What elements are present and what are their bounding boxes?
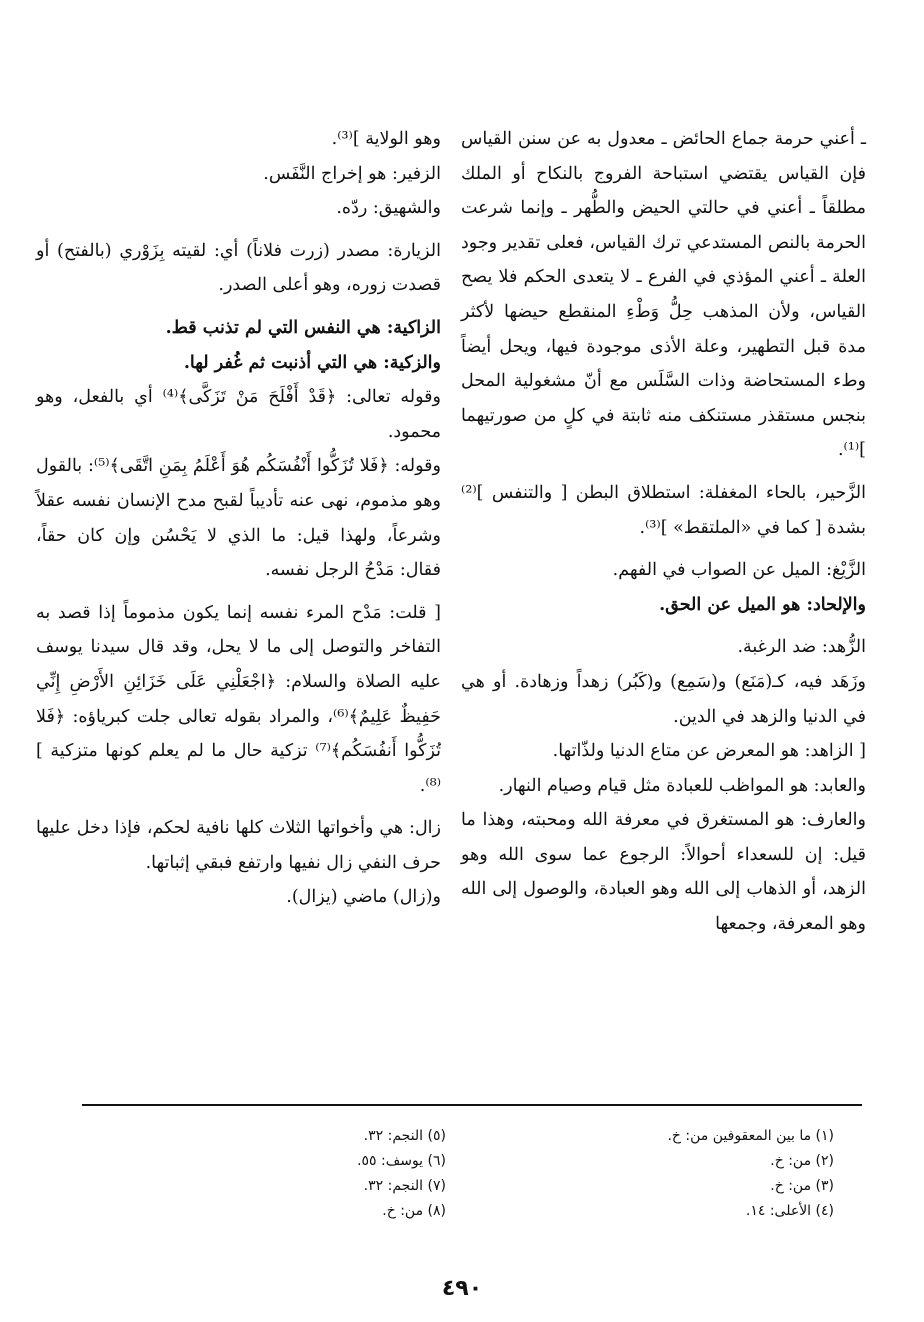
footnote: (٧) النجم: ٣٢. [363, 1178, 446, 1194]
paragraph: والعابد: هو المواظب للعبادة مثل قيام وصيام النهار. [498, 775, 866, 796]
paragraph: ـ أعني حرمة جماع الحائض ـ معدول به عن سنن القياس فإن القياس يقتضي استباحة الفروج بالنكاح أو الملك مطلقاً ـ أعني في حالتي الحيض والطُّهر ـ وإنما شرعت الحرمة بالنص المستدعي ترك القياس، فعلى تقدير وجود العلة ـ أعني المؤذي في الفرع ـ لا يتعدى الحكم فلا يصح القياس، ولأن المذهب حِلُّ وَطْءِ المنقطع حيضها لأكثر مدة قبل التطهير، وعلة الأذى موجودة فيها، ويحل أيضاً وطء المستحاضة وذات السَّلَس مع أنّ مشغولية المحل بنجس مستقذر مستنكف منه ثابتة في كلٍ من صورتيهما ]⁽¹⁾. [461, 129, 866, 461]
footnotes-right [454, 1124, 834, 1224]
paragraph: [ الزاهد: هو المعرض عن متاع الدنيا ولذّاتها. [552, 741, 866, 762]
paragraph: والشهيق: ردّه. [336, 198, 441, 219]
footnotes-left [66, 1124, 446, 1224]
paragraph: والزكية: هي التي أذنبت ثم غُفر لها. [183, 352, 441, 373]
left-text-column [36, 122, 441, 915]
paragraph: زال: هي وأخواتها الثلاث كلها نافية لحكم، فإذا دخل عليها حرف النفي زال نفيها وارتفع فبقي إثباتها. [36, 818, 441, 873]
footnote-separator [82, 1104, 862, 1106]
paragraph: [ قلت: مَدْح المرء نفسه إنما يكون مذموماً إذا قصد به التفاخر والتوصل إلى ما لا يحل، وقد قال سيدنا يوسف عليه الصلاة والسلام: ﴿اجْعَلْنِي عَلَى خَزَائِنِ الأَرْضِ إِنِّي حَفِيظٌ عَلِيمٌ﴾⁽⁶⁾، والمراد بقوله تعالى جلت كبرياؤه: ﴿فَلا تُزَكُّوا أَنفُسَكُم﴾⁽⁷⁾ تزكية حال ما لم يعلم كونها متزكية ]⁽⁸⁾. [36, 602, 442, 796]
paragraph: الزَّحير، بالحاء المغفلة: استطلاق البطن [ والتنفس ]⁽²⁾ بشدة [ كما في «الملتقط» ]⁽³⁾. [461, 482, 866, 538]
paragraph: الزَّيْغ: الميل عن الصواب في الفهم. [612, 560, 866, 581]
paragraph: وقوله تعالى: ﴿قَدْ أَفْلَحَ مَنْ تَزَكَّى﴾⁽⁴⁾ أي بالفعل، وهو محمود. [36, 387, 441, 442]
footnote: (٣) من: خ. [770, 1178, 834, 1194]
footnote: (٦) يوسف: ٥٥. [357, 1153, 446, 1169]
right-text-column [461, 122, 866, 942]
footnote: (٨) من: خ. [382, 1203, 446, 1219]
paragraph: وهو الولاية ]⁽³⁾. [331, 129, 441, 149]
paragraph: و(زال) ماضي (يزال). [286, 887, 441, 908]
paragraph: الزاكية: هي النفس التي لم تذنب قط. [165, 317, 441, 338]
paragraph: والإلحاد: هو الميل عن الحق. [659, 594, 866, 615]
footnote: (٤) الأعلى: ١٤. [745, 1203, 834, 1219]
paragraph: الزيارة: مصدر (زرت فلاناً) أي: لقيته بِزَوْري (بالفتح) أو قصدت زوره، وهو أعلى الصدر. [36, 240, 441, 296]
paragraph: وقوله: ﴿فَلا تُزَكُّوا أَنْفُسَكُم هُوَ أَعْلَمُ بِمَنِ اتَّقَى﴾⁽⁵⁾: بالقول وهو مذموم، نهى عنه تأديباً لقبح مدح الإنسان نفسه عقلاً وشرعاً، ولهذا قيل: ما الذي لا يَحْسُن وإن كان حقاً، فقال: مَدْحُ الرجل نفسه. [36, 456, 441, 581]
page-number: ٤٩٠ [441, 1276, 483, 1301]
footnote: (٥) النجم: ٣٢. [363, 1128, 446, 1144]
paragraph: والعارف: هو المستغرق في معرفة الله ومحبته، وهذا ما قيل: إن للسعداء أحوالاً: الرجوع عما سوى الله وهو الزهد، أو الذهاب إلى الله وهو العبادة، والوصول إلى الله وهو المعرفة، وجمعها [461, 810, 866, 935]
paragraph: الزُّهد: ضد الرغبة. [737, 637, 866, 658]
footnote: (١) ما بين المعقوفين من: خ. [667, 1128, 834, 1144]
paragraph: الزفير: هو إخراج النَّفَس. [263, 163, 441, 184]
footnote: (٢) من: خ. [770, 1153, 834, 1169]
paragraph: وزَهَد فيه، كـ(مَنَع) و(سَمِع) و(كَبُر) زهداً وزهادة. أو هي في الدنيا والزهد في الدين. [461, 671, 866, 727]
